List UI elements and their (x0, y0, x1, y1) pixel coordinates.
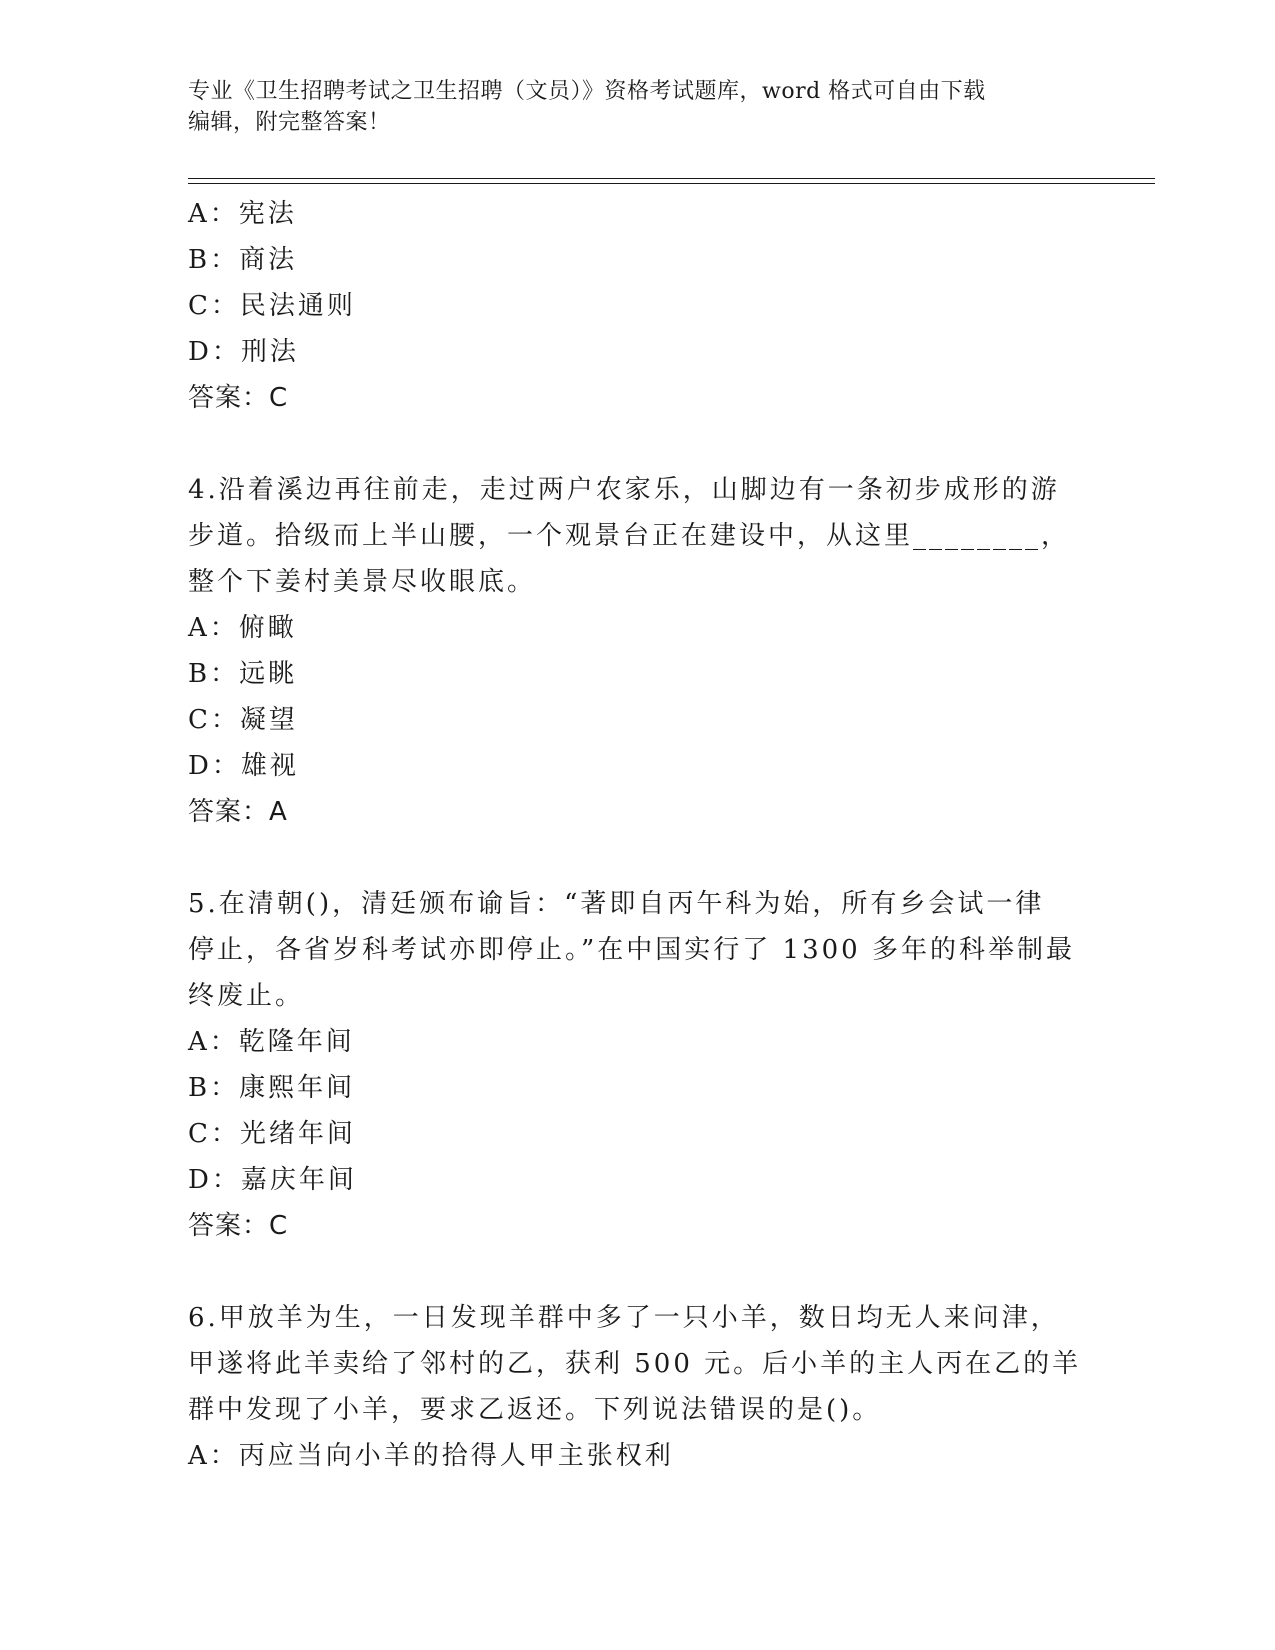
question-stem-line: 6.甲放羊为生，一日发现羊群中多了一只小羊，数日均无人来问津， (188, 1303, 1060, 1333)
answer: 答案：A (188, 797, 288, 827)
option-d: D：雄视 (188, 751, 299, 781)
document-header (188, 76, 1088, 138)
option-a: A：宪法 (188, 199, 297, 229)
option-a: A：乾隆年间 (188, 1027, 355, 1057)
header-line-2: 编辑，附完整答案！ (188, 110, 391, 135)
spacer (188, 1249, 1088, 1295)
question-stem-line: 5.在清朝()，清廷颁布谕旨：“著即自丙午科为始，所有乡会试一律 (188, 889, 1045, 919)
question-stem-line: 终废止。 (188, 981, 305, 1011)
option-d: D：嘉庆年间 (188, 1165, 357, 1195)
option-a: A：俯瞰 (188, 613, 297, 643)
spacer (188, 421, 1088, 467)
answer: 答案：C (188, 1211, 289, 1241)
question-5 (188, 881, 1088, 1249)
answer: 答案：C (188, 383, 289, 413)
question-content (188, 191, 1088, 1479)
option-a: A：丙应当向小羊的拾得人甲主张权利 (188, 1441, 674, 1471)
spacer (188, 835, 1088, 881)
question-stem-line: 甲遂将此羊卖给了邻村的乙，获利 500 元。后小羊的主人丙在乙的羊 (188, 1349, 1082, 1379)
header-line-1: 专业《卫生招聘考试之卫生招聘（文员）》资格考试题库，word 格式可自由下载 (188, 79, 986, 104)
option-b: B：商法 (188, 245, 298, 275)
question-stem-line: 整个下姜村美景尽收眼底。 (188, 567, 537, 597)
option-d: D：刑法 (188, 337, 299, 367)
option-c: C：光绪年间 (188, 1119, 356, 1149)
question-stem-line: 步道。拾级而上半山腰，一个观景台正在建设中，从这里________， (188, 521, 1071, 551)
question-stem-line: 4.沿着溪边再往前走，走过两户农家乐，山脚边有一条初步成形的游 (188, 475, 1060, 505)
option-c: C：凝望 (188, 705, 298, 735)
option-b: B：远眺 (188, 659, 298, 689)
question-4 (188, 467, 1088, 835)
header-rule-top (188, 178, 1155, 179)
option-b: B：康熙年间 (188, 1073, 356, 1103)
question-3 (188, 191, 1088, 421)
question-6 (188, 1295, 1088, 1479)
option-c: C：民法通则 (188, 291, 356, 321)
question-stem-line: 停止，各省岁科考试亦即停止。”在中国实行了 1300 多年的科举制最 (188, 935, 1075, 965)
question-stem-line: 群中发现了小羊，要求乙返还。下列说法错误的是()。 (188, 1395, 882, 1425)
header-rule-bottom (188, 183, 1155, 184)
